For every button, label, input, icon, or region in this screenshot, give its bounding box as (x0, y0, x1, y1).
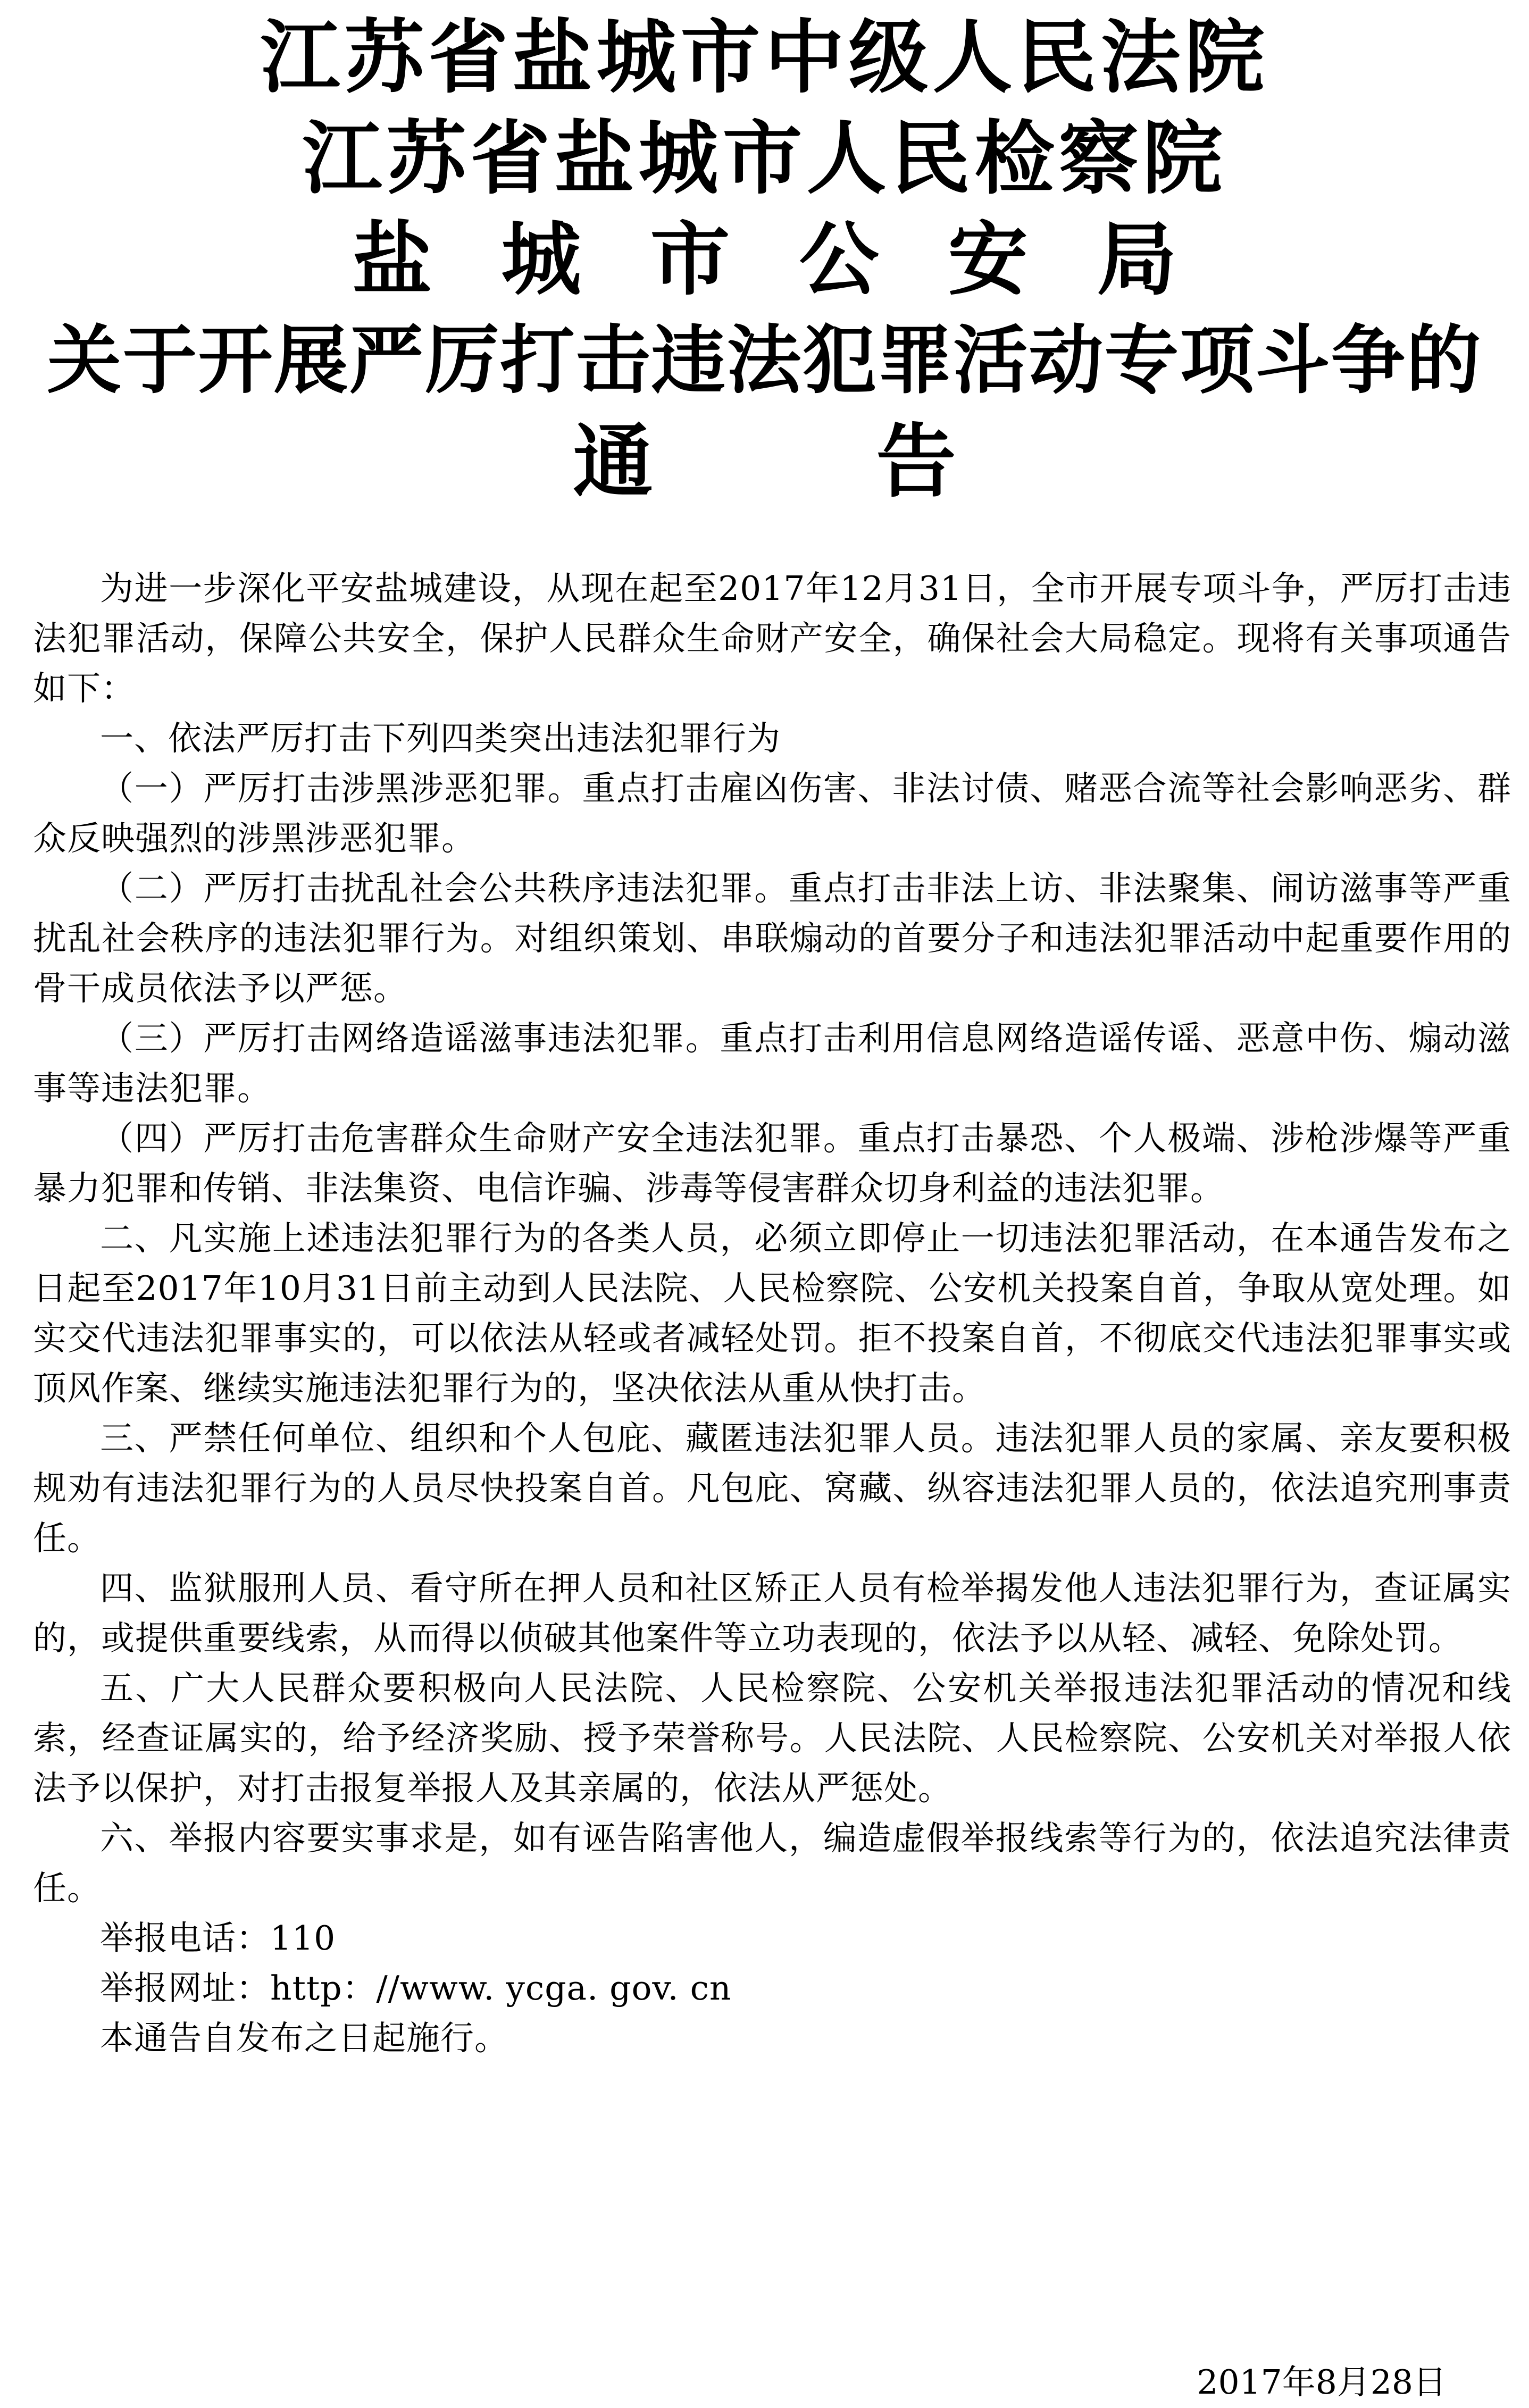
section-4-paragraph: 四、监狱服刑人员、看守所在押人员和社区矫正人员有检举揭发他人违法犯罪行为，查证属实的，或提供重要线索，从而得以侦破其他案件等立功表现的，依法予以从轻、减轻、免除处罚。 (33, 1569, 1511, 1658)
issue-date: 2017年8月28日 (1197, 2363, 1447, 2402)
notice-subject: 关于开展严厉打击违法犯罪活动专项斗争的 (47, 317, 1482, 404)
item-1-paragraph: （一）严厉打击涉黑涉恶犯罪。重点打击雇凶伤害、非法讨债、赌恶合流等社会影响恶劣、群众反映强烈的涉黑涉恶犯罪。 (33, 769, 1511, 858)
police-bureau-name: 盐城市公安局 (352, 214, 1246, 306)
notice-header (0, 7, 1529, 513)
report-website: 举报网址：http：//www. ycga. gov. cn (100, 1969, 732, 2008)
effective-statement: 本通告自发布之日起施行。 (100, 2019, 508, 2058)
section-1-heading: 一、依法严厉打击下列四类突出违法犯罪行为 (100, 719, 781, 758)
court-name: 江苏省盐城市中级人民法院 (260, 12, 1269, 104)
item-4-paragraph: （四）严厉打击危害群众生命财产安全违法犯罪。重点打击暴恐、个人极端、涉枪涉爆等严重暴力犯罪和传销、非法集资、电信诈骗、涉毒等侵害群众切身利益的违法犯罪。 (33, 1119, 1511, 1208)
item-3-paragraph: （三）严厉打击网络造谣滋事违法犯罪。重点打击利用信息网络造谣传谣、恶意中伤、煽动滋事等违法犯罪。 (33, 1019, 1511, 1108)
notice-body (33, 564, 1511, 2063)
section-6-paragraph: 六、举报内容要实事求是，如有诬告陷害他人，编造虚假举报线索等行为的，依法追究法律责任。 (33, 1819, 1511, 1908)
procuratorate-name: 江苏省盐城市人民检察院 (302, 113, 1227, 205)
intro-paragraph: 为进一步深化平安盐城建设，从现在起至2017年12月31日，全市开展专项斗争，严厉打击违法犯罪活动，保障公共安全，保护人民群众生命财产安全，确保社会大局稳定。现将有关事项通告如下： (33, 569, 1511, 708)
report-phone: 举报电话：110 (100, 1919, 336, 1958)
section-3-paragraph: 三、严禁任何单位、组织和个人包庇、藏匿违法犯罪人员。违法犯罪人员的家属、亲友要积极规劝有违法犯罪行为的人员尽快投案自首。凡包庇、窝藏、纵容违法犯罪人员的，依法追究刑事责任。 (33, 1419, 1511, 1558)
section-2-paragraph: 二、凡实施上述违法犯罪行为的各类人员，必须立即停止一切违法犯罪活动，在本通告发布之日起至2017年10月31日前主动到人民法院、人民检察院、公安机关投案自首，争取从宽处理。如实交代违法犯罪事实的，可以依法从轻或者减轻处罚。拒不投案自首，不彻底交代违法犯罪事实或顶风作案、继续实施违法犯罪行为的，坚决依法从重从快打击。 (33, 1219, 1511, 1408)
notice-heading: 通告 (573, 416, 1180, 508)
section-5-paragraph: 五、广大人民群众要积极向人民法院、人民检察院、公安机关举报违法犯罪活动的情况和线索，经查证属实的，给予经济奖励、授予荣誉称号。人民法院、人民检察院、公安机关对举报人依法予以保护，对打击报复举报人及其亲属的，依法从严惩处。 (33, 1669, 1511, 1808)
item-2-paragraph: （二）严厉打击扰乱社会公共秩序违法犯罪。重点打击非法上访、非法聚集、闹访滋事等严重扰乱社会秩序的违法犯罪行为。对组织策划、串联煽动的首要分子和违法犯罪活动中起重要作用的骨干成员依法予以严惩。 (33, 869, 1511, 1008)
